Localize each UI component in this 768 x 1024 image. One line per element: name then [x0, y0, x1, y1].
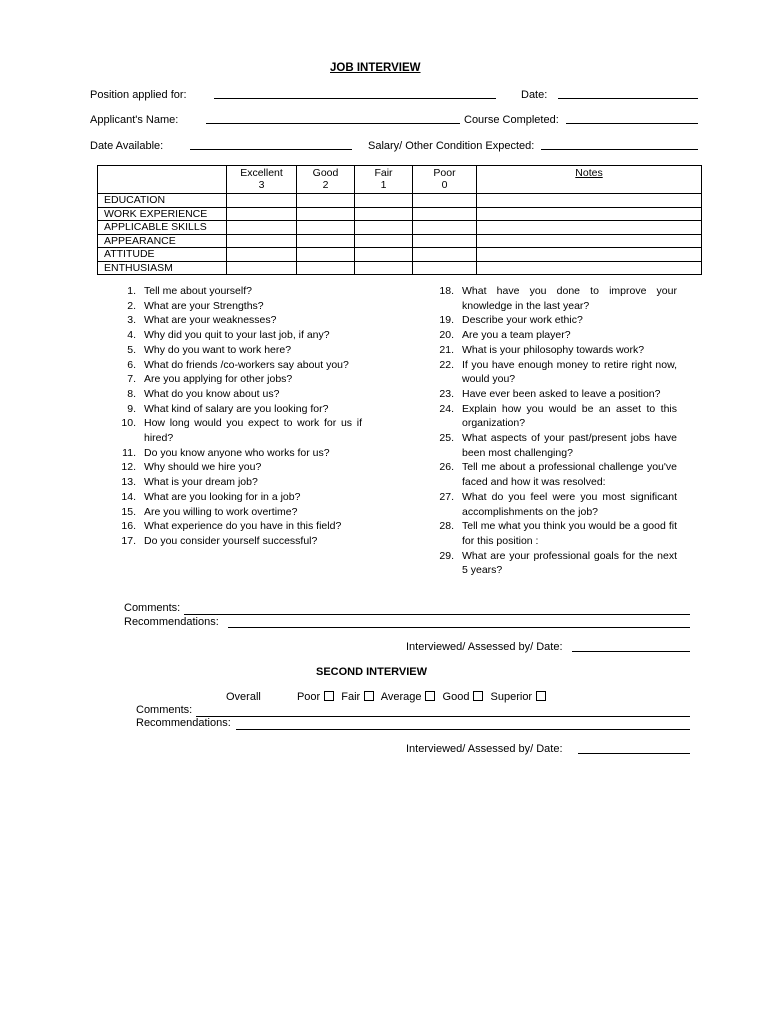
rating-cell[interactable] [297, 261, 355, 275]
rating-cell[interactable] [227, 221, 297, 235]
rating-cell[interactable] [227, 261, 297, 275]
rating-header-row [98, 166, 702, 194]
question-text: What aspects of your past/present jobs have been most challenging? [462, 432, 677, 459]
rating-cell[interactable] [413, 221, 477, 235]
second-comments-field[interactable] [196, 716, 690, 717]
rating-row-appearance [98, 234, 702, 248]
question-number: 29. [439, 549, 454, 562]
question-item [110, 284, 362, 299]
rating-cell[interactable] [227, 194, 297, 208]
question-text: Tell me about a professional challenge you've faced and how it was resolved: [462, 461, 677, 489]
rating-cell[interactable] [297, 234, 355, 248]
second-recommendations-field[interactable] [236, 729, 690, 730]
option-fair-label: Fair [341, 691, 361, 703]
question-number: 18. [439, 285, 454, 297]
question-item [428, 358, 677, 387]
question-item [110, 299, 362, 314]
question-number: 6. [127, 358, 136, 371]
recommendations-label: Recommendations: [124, 616, 219, 628]
question-text: What do you know about us? [144, 387, 280, 400]
position-field[interactable] [214, 98, 496, 99]
question-text: Are you a team player? [462, 329, 571, 342]
second-comments-label: Comments: [136, 704, 193, 716]
question-text: What is your philosophy towards work? [462, 343, 645, 356]
question-text: Describe your work ethic? [462, 314, 583, 327]
date-field[interactable] [558, 98, 698, 99]
rating-cell[interactable] [297, 248, 355, 262]
applicant-name-field[interactable] [206, 123, 460, 124]
second-interview-title: SECOND INTERVIEW [316, 666, 428, 678]
criteria-header [98, 166, 227, 194]
notes-cell[interactable] [477, 248, 702, 262]
question-number: 14. [121, 490, 136, 503]
rating-cell[interactable] [413, 261, 477, 275]
second-assessed-by-label: Interviewed/ Assessed by/ Date: [406, 743, 563, 755]
question-number: 24. [439, 402, 454, 415]
criteria-label: ENTHUSIASM [98, 261, 227, 275]
question-item [428, 402, 677, 431]
question-item [110, 328, 362, 343]
question-text: Do you consider yourself successful? [144, 534, 318, 547]
rating-cell[interactable] [355, 221, 413, 235]
question-item [110, 519, 362, 534]
notes-cell[interactable] [477, 261, 702, 275]
assessed-by-field[interactable] [572, 651, 690, 652]
question-number: 20. [439, 329, 454, 342]
question-text: What do friends /co-workers say about you? [144, 358, 349, 371]
notes-cell[interactable] [477, 194, 702, 208]
fair-checkbox[interactable] [364, 691, 374, 701]
question-text: If you have enough money to retire right now, would you? [462, 358, 677, 386]
question-text: Explain how you would be an asset to this organization? [462, 402, 677, 430]
question-item [110, 490, 362, 505]
rating-cell[interactable] [355, 207, 413, 221]
question-item [110, 313, 362, 328]
rating-cell[interactable] [355, 234, 413, 248]
question-text: What kind of salary are you looking for? [144, 402, 329, 415]
question-item [110, 358, 362, 373]
question-text: What is your dream job? [144, 476, 258, 489]
question-item [428, 284, 677, 313]
date-available-field[interactable] [190, 149, 352, 150]
question-number: 13. [121, 476, 136, 489]
question-number: 23. [439, 387, 454, 400]
question-number: 7. [127, 373, 136, 386]
course-completed-field[interactable] [566, 123, 698, 124]
option-superior-label: Superior [490, 691, 533, 703]
question-number: 8. [127, 387, 136, 400]
course-completed-label: Course Completed: [464, 114, 559, 126]
question-text: What have you done to improve your knowledge in the last year? [462, 285, 677, 312]
header-fair: Fair 1 [355, 166, 413, 194]
rating-cell[interactable] [227, 248, 297, 262]
average-checkbox[interactable] [425, 691, 435, 701]
question-item [428, 549, 677, 578]
option-average-label: Average [380, 691, 422, 703]
question-number: 3. [127, 314, 136, 327]
rating-row-attitude [98, 248, 702, 262]
rating-row-enthusiasm [98, 261, 702, 275]
questions-list-left [110, 284, 362, 549]
rating-row-applicable-skills [98, 221, 702, 235]
rating-table [97, 165, 702, 275]
superior-checkbox[interactable] [536, 691, 546, 701]
date-available-label: Date Available: [90, 140, 164, 152]
rating-cell[interactable] [413, 234, 477, 248]
question-item [110, 387, 362, 402]
rating-cell[interactable] [227, 234, 297, 248]
notes-cell[interactable] [477, 234, 702, 248]
salary-label: Salary/ Other Condition Expected: [368, 140, 535, 152]
question-text: What are your weaknesses? [144, 314, 277, 327]
position-label: Position applied for: [90, 89, 187, 101]
rating-cell[interactable] [297, 221, 355, 235]
date-label: Date: [521, 89, 548, 101]
second-recommendations-label: Recommendations: [136, 717, 231, 729]
question-item [428, 343, 677, 358]
question-number: 22. [439, 358, 454, 371]
question-text: Why did you quit to your last job, if any? [144, 329, 330, 342]
question-number: 16. [121, 520, 136, 533]
question-text: What are you looking for in a job? [144, 490, 301, 503]
question-item [428, 431, 677, 460]
recommendations-field[interactable] [228, 627, 690, 628]
question-item [428, 313, 677, 328]
criteria-label: APPLICABLE SKILLS [98, 221, 227, 235]
assessed-by-label: Interviewed/ Assessed by/ Date: [406, 641, 563, 653]
criteria-label: EDUCATION [98, 194, 227, 208]
question-number: 17. [121, 534, 136, 547]
question-number: 27. [439, 490, 454, 503]
question-number: 11. [122, 446, 136, 459]
rating-cell[interactable] [355, 194, 413, 208]
question-text: How long would you expect to work for us if hired? [144, 417, 362, 445]
overall-rating-row [226, 691, 550, 703]
second-assessed-by-field[interactable] [578, 753, 690, 754]
criteria-label: APPEARANCE [98, 234, 227, 248]
question-number: 15. [121, 505, 136, 518]
question-number: 26. [439, 461, 454, 474]
question-item [110, 343, 362, 358]
rating-cell[interactable] [413, 248, 477, 262]
rating-row-education [98, 194, 702, 208]
question-item [428, 490, 677, 519]
question-number: 19. [439, 314, 454, 327]
applicant-name-label: Applicant's Name: [90, 114, 179, 126]
question-number: 4. [127, 329, 136, 342]
comments-label: Comments: [124, 602, 181, 614]
poor-checkbox[interactable] [324, 691, 334, 701]
rating-row-work-experience [98, 207, 702, 221]
question-number: 1. [127, 285, 136, 297]
question-text: Are you applying for other jobs? [144, 373, 293, 386]
header-excellent: Excellent 3 [227, 166, 297, 194]
question-number: 5. [127, 343, 136, 356]
question-item [110, 460, 362, 475]
question-text: Why should we hire you? [144, 461, 262, 474]
question-item [110, 416, 362, 445]
question-item [110, 475, 362, 490]
question-text: Tell me about yourself? [144, 285, 252, 297]
question-text: Why do you want to work here? [144, 343, 292, 356]
question-text: Are you willing to work overtime? [144, 505, 298, 518]
question-number: 12. [121, 461, 136, 474]
question-number: 28. [439, 520, 454, 533]
questions-list-right [428, 284, 677, 578]
header-notes: Notes [477, 166, 702, 194]
notes-cell[interactable] [477, 207, 702, 221]
page-title: JOB INTERVIEW [330, 62, 421, 74]
question-item [428, 460, 677, 489]
rating-cell[interactable] [227, 207, 297, 221]
overall-label: Overall [226, 691, 261, 703]
header-good: Good 2 [297, 166, 355, 194]
rating-cell[interactable] [297, 207, 355, 221]
rating-cell[interactable] [413, 194, 477, 208]
question-number: 10. [121, 417, 136, 430]
question-number: 9. [127, 402, 136, 415]
question-item [428, 387, 677, 402]
header-poor: Poor 0 [413, 166, 477, 194]
option-poor-label: Poor [296, 691, 321, 703]
question-item [428, 519, 677, 548]
question-item [110, 534, 362, 549]
salary-field[interactable] [541, 149, 698, 150]
rating-cell[interactable] [297, 194, 355, 208]
question-number: 2. [127, 299, 136, 312]
rating-cell[interactable] [355, 248, 413, 262]
good-checkbox[interactable] [473, 691, 483, 701]
criteria-label: ATTITUDE [98, 248, 227, 262]
question-number: 21. [439, 343, 454, 356]
comments-field[interactable] [184, 614, 690, 615]
criteria-label: WORK EXPERIENCE [98, 207, 227, 221]
rating-cell[interactable] [355, 261, 413, 275]
rating-cell[interactable] [413, 207, 477, 221]
question-text: What are your Strengths? [144, 299, 264, 312]
question-text: What are your professional goals for the next 5 years? [462, 549, 677, 577]
question-item [428, 328, 677, 343]
question-number: 25. [439, 432, 454, 445]
question-text: What do you feel were you most significant accomplishments on the job? [462, 490, 677, 518]
question-item [110, 505, 362, 520]
question-text: What experience do you have in this field? [144, 520, 342, 533]
question-text: Do you know anyone who works for us? [144, 446, 330, 459]
question-item [110, 446, 362, 461]
question-text: Tell me what you think you would be a good fit for this position : [462, 520, 677, 547]
notes-cell[interactable] [477, 221, 702, 235]
option-good-label: Good [442, 691, 470, 703]
question-item [110, 372, 362, 387]
question-item [110, 402, 362, 417]
question-text: Have ever been asked to leave a position? [462, 387, 661, 400]
